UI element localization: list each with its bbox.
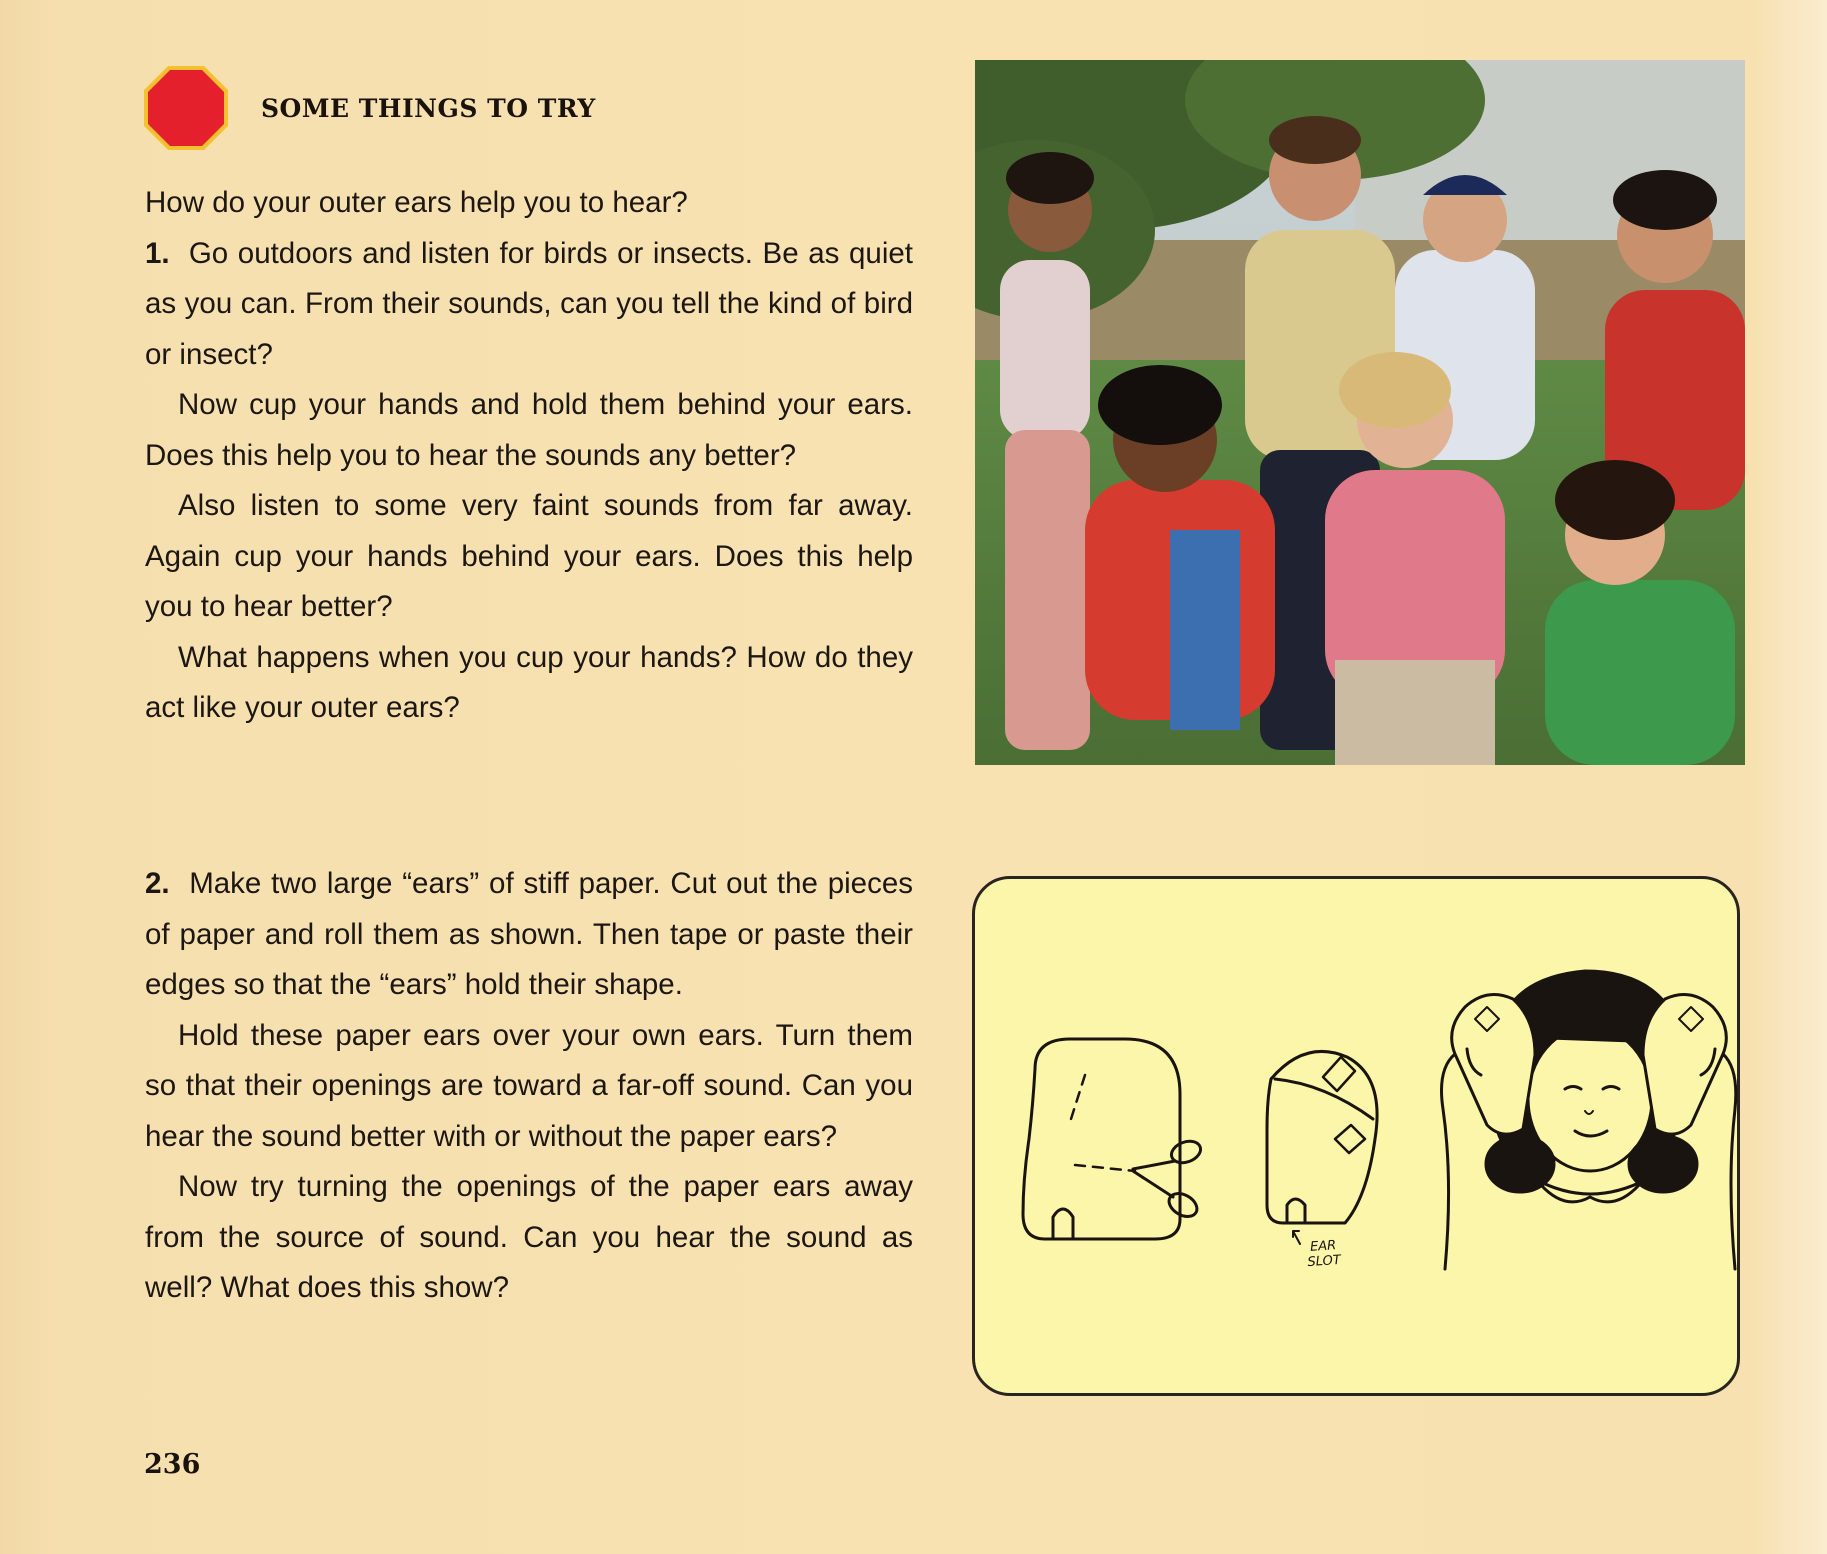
activity-2-step-1: Make two large “ears” of stiff paper. Cut out the pieces of paper and roll them as shown. Then tape or paste their edges so that the “ears” hold their shape. [145, 867, 913, 1001]
activity-1-number: 1. [145, 236, 170, 270]
ear-slot-label-line-1: EAR [1309, 1238, 1337, 1255]
ear-slot-label-line-2: SLOT [1307, 1252, 1342, 1271]
activity-1-paragraph-2: Now cup your hands and hold them behind your ears. Does this help you to hear the sounds any better? [145, 388, 913, 472]
activity-2-number: 2. [145, 867, 170, 900]
girl-with-paper-ears [1442, 971, 1736, 1269]
activity-1-paragraph-4: What happens when you cup your hands? How do they act like your outer ears? [145, 640, 913, 724]
paper-cutout-shape [1023, 1039, 1180, 1239]
children-listening-photo [975, 60, 1745, 765]
ear-slot-label [1306, 1238, 1341, 1270]
scissors-icon [1133, 1137, 1204, 1221]
activity-2-text [145, 859, 913, 1314]
section-title: SOME THINGS TO TRY [261, 93, 596, 123]
activity-1-step-1: Go outdoors and listen for birds or insects. Be as quiet as you can. From their sounds, can you tell the kind of bird or insect? [145, 236, 913, 371]
activity-2-paragraph-2: Hold these paper ears over your own ears. Turn them so that their openings are toward a far-off sound. Can you hear the sound better with or without the paper ears? [145, 1018, 913, 1153]
stop-sign-icon [142, 64, 230, 152]
intro-question: How do your outer ears help you to hear? [145, 186, 688, 219]
activity-1-paragraph-1 [145, 229, 913, 381]
activity-2-paragraph-3: Now try turning the openings of the paper ears away from the source of sound. Can you hear the sound as well? What does this show? [145, 1170, 913, 1304]
section-header [142, 64, 596, 152]
page-number: 236 [144, 1449, 201, 1480]
activity-1-text [145, 178, 913, 734]
paper-ears-diagram [972, 876, 1740, 1396]
activity-2-paragraph-1 [145, 859, 913, 1011]
activity-1-paragraph-3: Also listen to some very faint sounds from far away. Again cup your hands behind your ears. Does this help you to hear better? [145, 489, 913, 623]
